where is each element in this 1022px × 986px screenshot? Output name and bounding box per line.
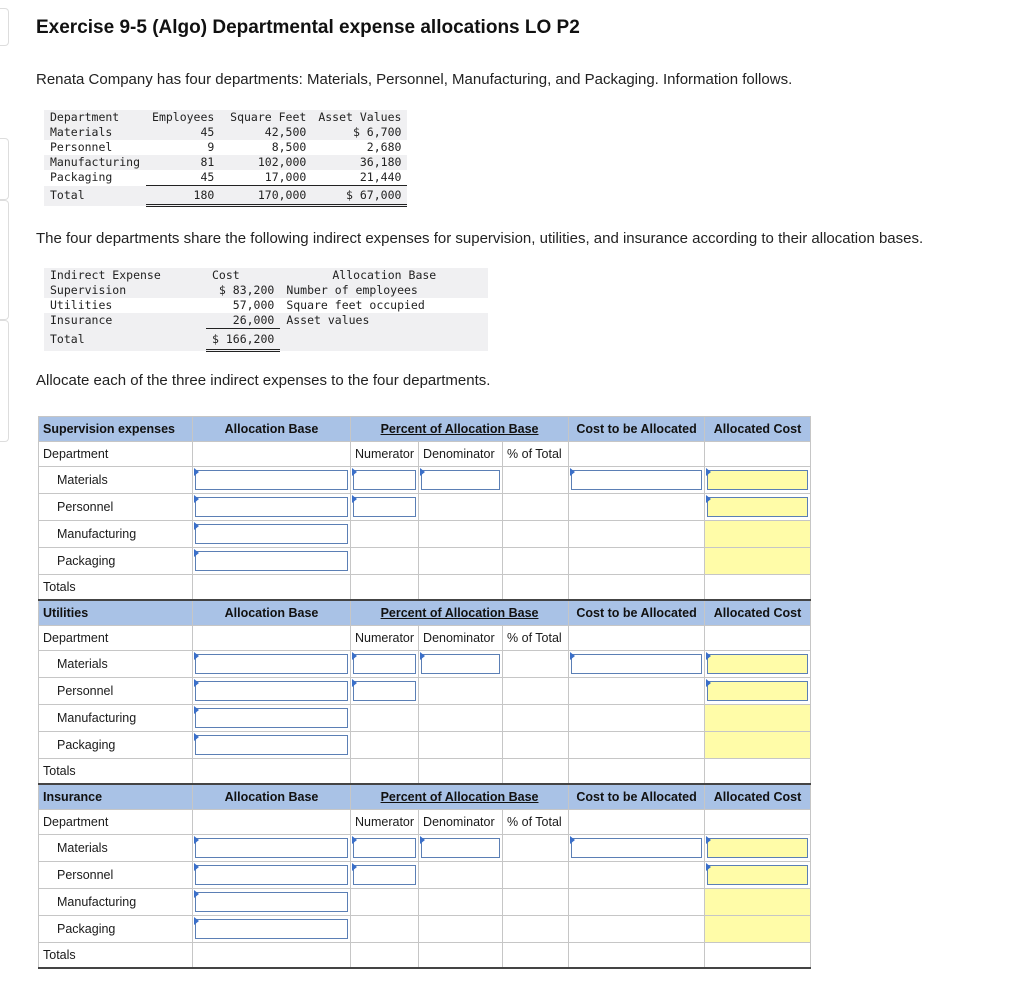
numerator-input[interactable] <box>353 470 416 490</box>
department-row <box>39 732 811 759</box>
denominator-label: Denominator <box>419 442 503 467</box>
sqft-value: 17,000 <box>220 170 312 186</box>
dropdown-marker-icon <box>194 549 199 557</box>
allocation-base-input[interactable] <box>195 470 348 490</box>
denominator-input[interactable] <box>421 470 500 490</box>
allocation-base-total[interactable] <box>193 943 351 969</box>
expense-base: Square feet occupied <box>286 298 425 312</box>
department-row <box>39 678 811 705</box>
dropdown-marker-icon <box>194 652 199 660</box>
totals-label: Totals <box>39 759 193 785</box>
expense-cost: 26,000 <box>206 313 280 329</box>
totals-row <box>39 759 811 785</box>
numerator-label: Numerator <box>351 442 419 467</box>
section-header-row <box>39 600 811 626</box>
dropdown-marker-icon <box>706 652 711 660</box>
department-name: Manufacturing <box>39 889 193 916</box>
allocation-base-input[interactable] <box>195 551 348 571</box>
shared-expenses-text: The four departments share the following indirect expenses for supervision, utilities, and insurance according to their allocation bases. <box>36 230 924 247</box>
employees-value: 45 <box>146 125 220 140</box>
cost-header: Cost <box>206 268 280 283</box>
cost-to-allocate-header: Cost to be Allocated <box>569 784 705 810</box>
allocated-cost-input[interactable] <box>707 654 808 674</box>
denominator-label: Denominator <box>419 626 503 651</box>
expense-total: $ 166,200 <box>206 329 280 351</box>
dropdown-marker-icon <box>706 836 711 844</box>
expense-name: Supervision <box>44 283 206 298</box>
dropdown-marker-icon <box>706 495 711 503</box>
allocation-base-input[interactable] <box>195 735 348 755</box>
allocated-cost-cell[interactable] <box>705 732 811 759</box>
dept-name: Manufacturing <box>44 155 146 170</box>
sqft-header: Square Feet <box>220 110 312 125</box>
allocation-base-header: Allocation Base <box>193 784 351 810</box>
sqft-value: 8,500 <box>271 140 307 154</box>
cost-to-allocate-input[interactable] <box>571 470 702 490</box>
dropdown-marker-icon <box>706 679 711 687</box>
department-label: Department <box>39 626 193 651</box>
base-header: Allocation Base <box>280 268 488 283</box>
dropdown-marker-icon <box>570 652 575 660</box>
dropdown-marker-icon <box>352 836 357 844</box>
dropdown-marker-icon <box>352 679 357 687</box>
asset-value: 36,180 <box>312 155 407 170</box>
department-name: Personnel <box>39 862 193 889</box>
department-row <box>39 835 811 862</box>
department-name: Personnel <box>39 678 193 705</box>
dept-name: Personnel <box>50 140 113 154</box>
side-edge <box>0 320 9 442</box>
dropdown-marker-icon <box>194 836 199 844</box>
department-row <box>39 467 811 494</box>
dropdown-marker-icon <box>352 863 357 871</box>
allocated-cost-total[interactable] <box>705 575 811 601</box>
cost-to-allocate-header: Cost to be Allocated <box>569 417 705 442</box>
department-row <box>39 705 811 732</box>
department-row <box>39 548 811 575</box>
dept-name: Packaging <box>50 170 113 185</box>
allocated-cost-cell[interactable] <box>705 916 811 943</box>
department-name: Personnel <box>39 494 193 521</box>
allocation-base-input[interactable] <box>195 524 348 544</box>
department-name: Packaging <box>39 916 193 943</box>
department-row <box>39 862 811 889</box>
dropdown-marker-icon <box>194 890 199 898</box>
side-edge <box>0 8 9 46</box>
asset-value: 21,440 <box>312 170 407 186</box>
pct-total-label: % of Total <box>503 442 569 467</box>
cost-to-allocate-input[interactable] <box>571 654 702 674</box>
allocated-cost-input[interactable] <box>707 497 808 517</box>
department-row <box>39 889 811 916</box>
department-label: Department <box>39 442 193 467</box>
department-info-table <box>44 110 407 207</box>
section-title: Supervision expenses <box>39 417 193 442</box>
dropdown-marker-icon <box>420 836 425 844</box>
dropdown-marker-icon <box>570 468 575 476</box>
side-edge <box>0 138 9 200</box>
employees-value: 45 <box>146 170 220 186</box>
allocated-cost-cell[interactable] <box>705 889 811 916</box>
department-name: Manufacturing <box>39 705 193 732</box>
expense-cost: $ 83,200 <box>206 283 280 298</box>
intro-text: Renata Company has four departments: Materials, Personnel, Manufacturing, and Packaging. Information follows. <box>36 71 793 88</box>
expense-name: Insurance <box>44 313 206 329</box>
side-edge <box>0 200 9 320</box>
dropdown-marker-icon <box>194 863 199 871</box>
allocated-cost-total[interactable] <box>705 759 811 785</box>
dropdown-marker-icon <box>194 679 199 687</box>
denominator-input[interactable] <box>421 654 500 674</box>
pct-total-label: % of Total <box>503 626 569 651</box>
allocation-base-input[interactable] <box>195 838 348 858</box>
allocation-base-total[interactable] <box>193 759 351 785</box>
employees-value: 9 <box>207 140 215 154</box>
allocation-base-input[interactable] <box>195 919 348 939</box>
page-title: Exercise 9-5 (Algo) Departmental expense allocations LO P2 <box>36 17 580 38</box>
section-title: Utilities <box>39 600 193 626</box>
dropdown-marker-icon <box>194 733 199 741</box>
dept-header: Department <box>44 110 146 125</box>
asset-value: 2,680 <box>366 140 402 154</box>
expense-base: Asset values <box>280 313 488 329</box>
department-name: Packaging <box>39 732 193 759</box>
dropdown-marker-icon <box>352 652 357 660</box>
asset-value: $ 6,700 <box>312 125 407 140</box>
dropdown-marker-icon <box>194 522 199 530</box>
asset-header: Asset Values <box>312 110 407 125</box>
allocated-cost-cell[interactable] <box>705 548 811 575</box>
section-header-row <box>39 417 811 442</box>
department-name: Materials <box>39 835 193 862</box>
allocation-base-input[interactable] <box>195 654 348 674</box>
indirect-expense-table <box>44 268 488 352</box>
allocation-base-header: Allocation Base <box>193 417 351 442</box>
employees-value: 81 <box>146 155 220 170</box>
denominator-label: Denominator <box>419 810 503 835</box>
asset-total: $ 67,000 <box>312 186 407 206</box>
allocated-cost-input[interactable] <box>707 838 808 858</box>
numerator-label: Numerator <box>351 810 419 835</box>
department-row <box>39 651 811 678</box>
department-row <box>39 494 811 521</box>
numerator-input[interactable] <box>353 865 416 885</box>
allocated-cost-header: Allocated Cost <box>705 417 811 442</box>
allocated-cost-total[interactable] <box>705 943 811 969</box>
allocation-base-input[interactable] <box>195 892 348 912</box>
dropdown-marker-icon <box>706 468 711 476</box>
allocated-cost-header: Allocated Cost <box>705 784 811 810</box>
allocation-base-header: Allocation Base <box>193 600 351 626</box>
dropdown-marker-icon <box>194 706 199 714</box>
total-label: Total <box>44 186 146 206</box>
dept-name: Materials <box>44 125 146 140</box>
dropdown-marker-icon <box>570 836 575 844</box>
dropdown-marker-icon <box>420 468 425 476</box>
section-title: Insurance <box>39 784 193 810</box>
dropdown-marker-icon <box>352 468 357 476</box>
allocation-base-total[interactable] <box>193 575 351 601</box>
denominator-input[interactable] <box>421 838 500 858</box>
allocated-cost-cell[interactable] <box>705 705 811 732</box>
allocation-base-input[interactable] <box>195 497 348 517</box>
allocation-base-input[interactable] <box>195 681 348 701</box>
percent-base-header: Percent of Allocation Base <box>351 784 569 810</box>
cost-to-allocate-input[interactable] <box>571 838 702 858</box>
department-name: Materials <box>39 651 193 678</box>
allocated-cost-cell[interactable] <box>705 521 811 548</box>
percent-base-header: Percent of Allocation Base <box>351 417 569 442</box>
totals-row <box>39 943 811 969</box>
allocated-cost-input[interactable] <box>707 865 808 885</box>
expense-header: Indirect Expense <box>44 268 206 283</box>
numerator-input[interactable] <box>353 838 416 858</box>
dropdown-marker-icon <box>194 495 199 503</box>
employees-total: 180 <box>146 186 220 206</box>
numerator-input[interactable] <box>353 497 416 517</box>
totals-label: Totals <box>39 943 193 969</box>
department-name: Materials <box>39 467 193 494</box>
department-name: Manufacturing <box>39 521 193 548</box>
dropdown-marker-icon <box>194 917 199 925</box>
department-row <box>39 916 811 943</box>
totals-row <box>39 575 811 601</box>
percent-base-header: Percent of Allocation Base <box>351 600 569 626</box>
employees-header: Employees <box>146 110 220 125</box>
numerator-input[interactable] <box>353 681 416 701</box>
department-name: Packaging <box>39 548 193 575</box>
department-label: Department <box>39 810 193 835</box>
department-row <box>39 521 811 548</box>
expense-cost: 57,000 <box>232 298 275 312</box>
allocation-worksheet <box>38 416 811 969</box>
dropdown-marker-icon <box>352 495 357 503</box>
section-header-row <box>39 784 811 810</box>
totals-label: Totals <box>39 575 193 601</box>
sqft-value: 42,500 <box>220 125 312 140</box>
allocated-cost-input[interactable] <box>707 681 808 701</box>
instruction-text: Allocate each of the three indirect expenses to the four departments. <box>36 372 491 389</box>
expense-base: Number of employees <box>280 283 488 298</box>
dropdown-marker-icon <box>706 863 711 871</box>
allocation-base-input[interactable] <box>195 865 348 885</box>
dropdown-marker-icon <box>194 468 199 476</box>
numerator-input[interactable] <box>353 654 416 674</box>
cost-to-allocate-header: Cost to be Allocated <box>569 600 705 626</box>
pct-total-label: % of Total <box>503 810 569 835</box>
allocation-base-input[interactable] <box>195 708 348 728</box>
total-label: Total <box>44 329 206 351</box>
sqft-total: 170,000 <box>220 186 312 206</box>
allocated-cost-header: Allocated Cost <box>705 600 811 626</box>
sqft-value: 102,000 <box>220 155 312 170</box>
dropdown-marker-icon <box>420 652 425 660</box>
allocated-cost-input[interactable] <box>707 470 808 490</box>
numerator-label: Numerator <box>351 626 419 651</box>
expense-name: Utilities <box>50 298 113 312</box>
